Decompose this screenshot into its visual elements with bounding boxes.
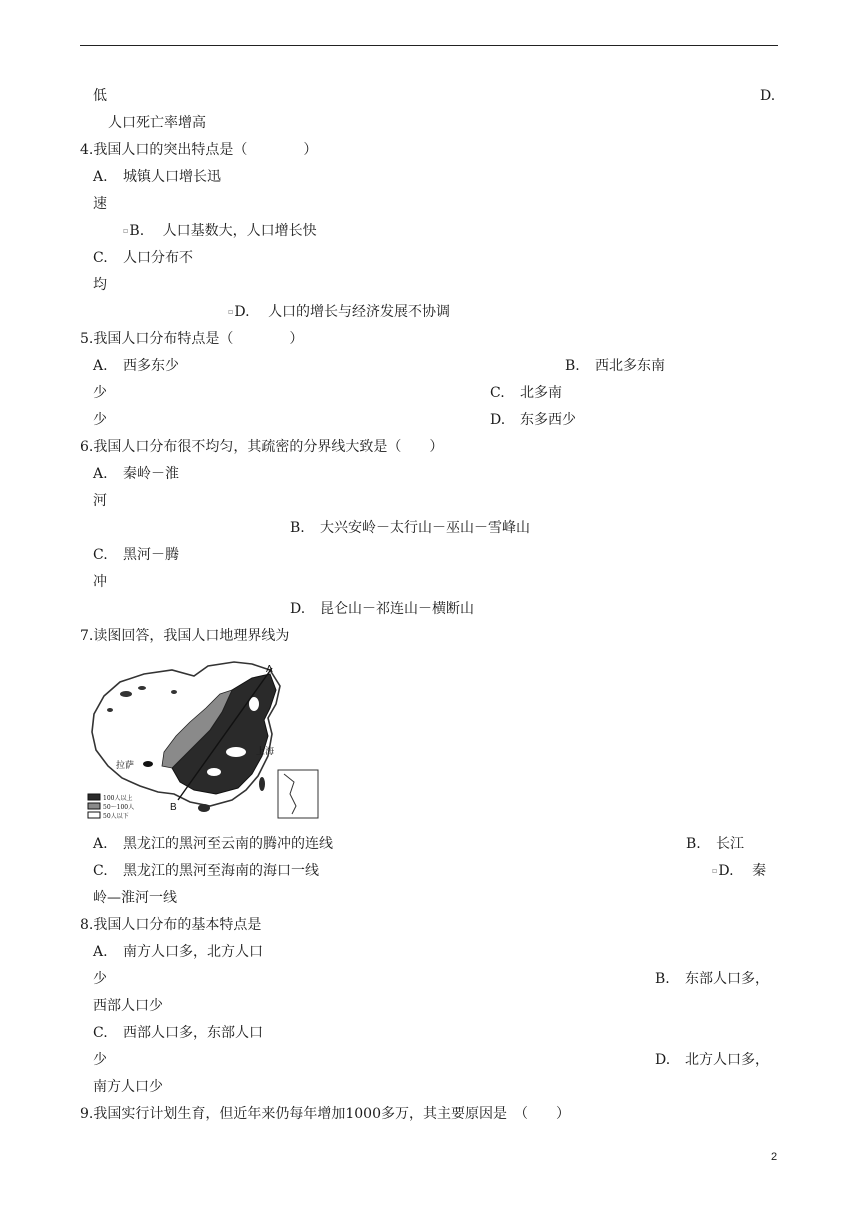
taiwan-island — [259, 777, 265, 791]
west-cluster — [107, 708, 113, 712]
west-cluster — [171, 690, 177, 694]
dense-patch — [207, 768, 221, 776]
q7-option-d[interactable]: ▫D. 秦 — [712, 863, 767, 879]
q8-option-d-wrap: 南方人口少 — [93, 1079, 163, 1095]
q3-option-d-text: 人口死亡率增高 — [108, 115, 206, 131]
q5-option-a[interactable]: A. 西多东少 — [93, 358, 179, 374]
legend-sparse: 50人以下 — [103, 813, 129, 820]
q3-option-d-label: D. — [760, 88, 776, 104]
q5-stem: 5.我国人口分布特点是（ ） — [80, 331, 304, 347]
header-rule — [80, 45, 778, 46]
q7-option-b[interactable]: B. 长江 — [686, 836, 744, 852]
q3-option-c-end: 低 — [93, 88, 107, 104]
q7-stem: 7.读图回答，我国人口地理界线为 — [80, 628, 290, 644]
q4-option-c-wrap: 均 — [93, 277, 107, 293]
q8-option-c[interactable]: C. 西部人口多，东部人口 — [93, 1025, 263, 1041]
label-a: A — [266, 664, 273, 675]
q8-option-a-wrap: 少 — [93, 971, 107, 987]
q5-option-c[interactable]: C. 北多南 — [490, 385, 562, 401]
q7-option-a[interactable]: A. 黑龙江的黑河至云南的腾冲的连线 — [93, 836, 333, 852]
q5-option-b[interactable]: B. 西北多东南 — [565, 358, 665, 374]
label-b: B — [170, 802, 177, 813]
lhasa-marker — [143, 761, 153, 767]
legend-medium: 50～100人 — [103, 804, 135, 811]
q5-option-b-wrap: 少 — [93, 385, 107, 401]
q6-option-c-wrap: 冲 — [93, 574, 107, 590]
q4-option-c[interactable]: C. 人口分布不 — [93, 250, 193, 266]
q5-option-c-wrap: 少 — [93, 412, 107, 428]
q7-option-c[interactable]: C. 黑龙江的黑河至海南的海口一线 — [93, 863, 319, 879]
q4-option-a-wrap: 速 — [93, 196, 107, 212]
q8-option-c-wrap: 少 — [93, 1052, 107, 1068]
q6-option-b[interactable]: B. 大兴安岭－太行山－巫山－雪峰山 — [290, 520, 530, 536]
q4-option-d[interactable]: ▫D. 人口的增长与经济发展不协调 — [228, 304, 451, 320]
q8-option-b-wrap: 西部人口少 — [93, 998, 163, 1014]
q8-stem: 8.我国人口分布的基本特点是 — [80, 917, 262, 933]
q8-option-d[interactable]: D. 北方人口多， — [655, 1052, 769, 1068]
q7-option-d-wrap: 岭—淮河一线 — [93, 890, 177, 906]
west-cluster — [138, 686, 146, 690]
legend-swatch-medium — [88, 803, 100, 809]
legend-swatch-sparse — [88, 812, 100, 818]
q5-option-d[interactable]: D. 东多西少 — [490, 412, 576, 428]
q4-stem: 4.我国人口的突出特点是（ ） — [80, 142, 318, 158]
west-cluster — [120, 691, 132, 697]
q4-option-a[interactable]: A. 城镇人口增长迅 — [93, 169, 221, 185]
q9-stem: 9.我国实行计划生育，但近年来仍每年增加1000多万，其主要原因是 （ ） — [80, 1106, 570, 1122]
legend-swatch-dense — [88, 794, 100, 800]
inset-box — [278, 770, 318, 818]
q8-option-b[interactable]: B. 东部人口多， — [655, 971, 769, 987]
city-shanghai: 上海 — [256, 747, 275, 757]
q6-option-a[interactable]: A. 秦岭－淮 — [93, 466, 179, 482]
city-lhasa: 拉萨 — [116, 761, 135, 771]
dense-patch — [226, 747, 246, 757]
q6-option-a-wrap: 河 — [93, 493, 107, 509]
legend-dense: 100人以上 — [103, 795, 133, 802]
q6-option-d[interactable]: D. 昆仑山－祁连山－横断山 — [290, 601, 474, 617]
page-number: 2 — [771, 1151, 778, 1163]
q4-option-b[interactable]: ▫B. 人口基数大，人口增长快 — [123, 223, 317, 239]
q8-option-a[interactable]: A. 南方人口多，北方人口 — [93, 944, 263, 960]
hainan-island — [198, 804, 210, 812]
q6-option-c[interactable]: C. 黑河－腾 — [93, 547, 179, 563]
q6-stem: 6.我国人口分布很不均匀，其疏密的分界线大致是（ ） — [80, 439, 444, 455]
population-density-map — [86, 660, 326, 822]
